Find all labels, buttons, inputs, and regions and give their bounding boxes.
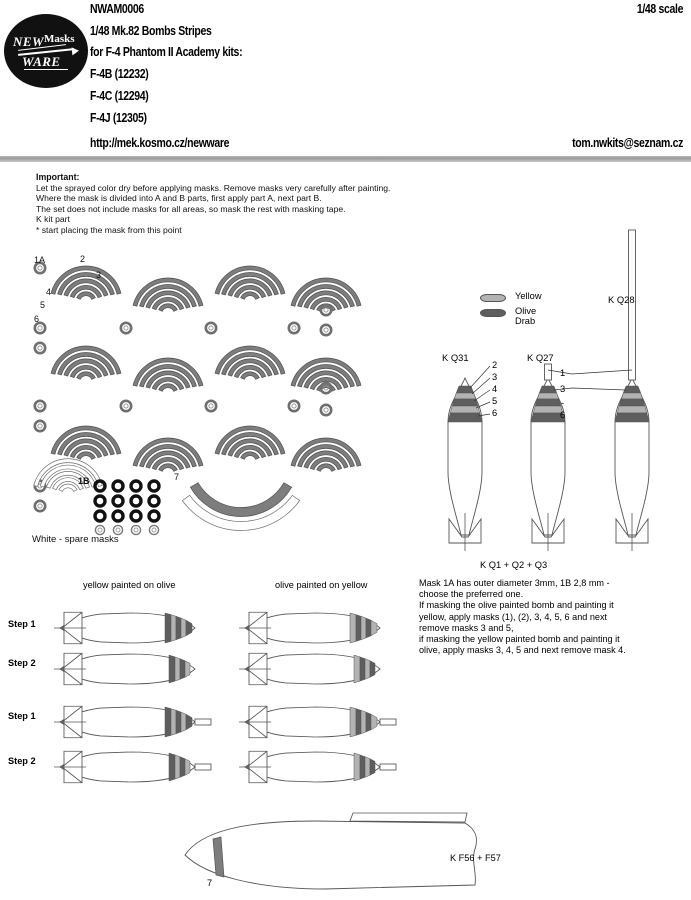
mask-label-4: 4 [46, 287, 52, 297]
scale-label: 1/48 scale [636, 2, 683, 16]
mask-label-5: 5 [40, 300, 46, 310]
callout-kq31-2: 2 [492, 360, 498, 370]
mask-label-2: 2 [80, 254, 86, 264]
website-url[interactable]: http://mek.kosmo.cz/newware [90, 136, 230, 150]
mask-label-1a: 1A [34, 255, 46, 265]
mask-label-3: 3 [96, 270, 102, 280]
bombs-footer-label: K Q1 + Q2 + Q3 [480, 560, 548, 570]
masking-line-2: choose the preferred one. [419, 589, 524, 600]
bomb-name-kq31: K Q31 [442, 352, 469, 363]
callout-mid-dash: - [561, 398, 565, 408]
mask-label-7: 7 [174, 472, 180, 482]
masking-line-5: remove masks 3 and 5, [419, 622, 514, 633]
masking-line-1: Mask 1A has outer diameter 3mm, 1B 2,8 mm - [419, 578, 610, 588]
logo-text-ware: WARE [22, 54, 61, 69]
step-bombs-group [50, 592, 410, 807]
header-divider [0, 156, 691, 162]
important-line-1: Let the sprayed color dry before applying masks. Remove masks very carefully after painting. [36, 182, 391, 193]
legend-label-yellow: Yellow [515, 291, 542, 301]
masking-line-7: olive, apply masks 3, 4, 5 and next remove mask 4. [419, 645, 626, 656]
kit-f4c: F-4C (12294) [90, 89, 149, 103]
bomb-name-kq28: K Q28 [608, 294, 635, 305]
step-label-1: Step 1 [8, 619, 36, 629]
newware-logo [4, 14, 88, 88]
bomb-name-kq27: K Q27 [527, 352, 554, 363]
tank-band-number: 7 [207, 878, 213, 888]
vertical-bombs-artwork [420, 330, 691, 560]
step-column-header-2: olive painted on yellow [275, 580, 368, 590]
important-title: Important: [36, 172, 80, 182]
important-line-2: Where the mask is divided into A and B parts, first apply part A, next part B. [36, 193, 322, 204]
masking-line-3: If masking the olive painted bomb and painting it [419, 600, 614, 611]
callout-kq31-5: 5 [492, 396, 498, 406]
product-code: NWAM0006 [90, 2, 144, 16]
mask-label-6: 6 [34, 314, 40, 324]
legend-swatch-olive-drab [480, 309, 506, 317]
step-label-3: Step 1 [8, 711, 36, 721]
legend-swatch-yellow [480, 294, 506, 302]
title-line-1: 1/48 Mk.82 Bombs Stripes [90, 24, 212, 38]
masking-line-4: yellow, apply masks (1), (2), 3, 4, 5, 6 and next [419, 611, 608, 622]
masking-line-6: if masking the yellow painted bomb and painting it [419, 634, 620, 645]
legend-label-olive-drab: Olive Drab [515, 306, 537, 326]
callout-kq31-3: 3 [492, 372, 498, 382]
logo-arrow-head-icon [72, 46, 80, 55]
important-line-3: The set does not include masks for all areas, so mask the rest with masking tape. [36, 203, 346, 214]
important-block [36, 172, 390, 236]
step-label-2: Step 2 [8, 658, 36, 668]
step-column-header-1: yellow painted on olive [83, 580, 176, 590]
important-line-4: K kit part [36, 214, 70, 225]
callout-mid-3: 3 [560, 384, 566, 394]
tank-label: K F56 + F57 [450, 853, 501, 863]
spare-masks-caption: White - spare masks [32, 534, 119, 545]
step-label-4: Step 2 [8, 756, 36, 766]
kit-f4j: F-4J (12305) [90, 111, 147, 125]
fuel-tank-diagram [175, 815, 535, 900]
mask-sheet-artwork [26, 258, 356, 558]
callout-kq31-4: 4 [492, 384, 498, 394]
mask-sheet [26, 254, 356, 558]
step-bombs-artwork [50, 592, 410, 807]
title-line-2: for F-4 Phantom II Academy kits: [90, 45, 243, 59]
callout-mid-6: 6 [560, 410, 566, 420]
logo-text-masks: Masks [44, 33, 75, 45]
callout-kq31-6: 6 [492, 408, 498, 418]
email-address[interactable]: tom.nwkits@seznam.cz [572, 136, 683, 150]
masking-instructions [419, 578, 685, 656]
kit-f4b: F-4B (12232) [90, 67, 149, 81]
logo-text-new: NEW [13, 34, 45, 49]
callout-mid-1: 1 [560, 368, 566, 378]
mask-label-1b: 1B [78, 476, 90, 486]
important-line-5: * start placing the mask from this point [36, 224, 182, 235]
